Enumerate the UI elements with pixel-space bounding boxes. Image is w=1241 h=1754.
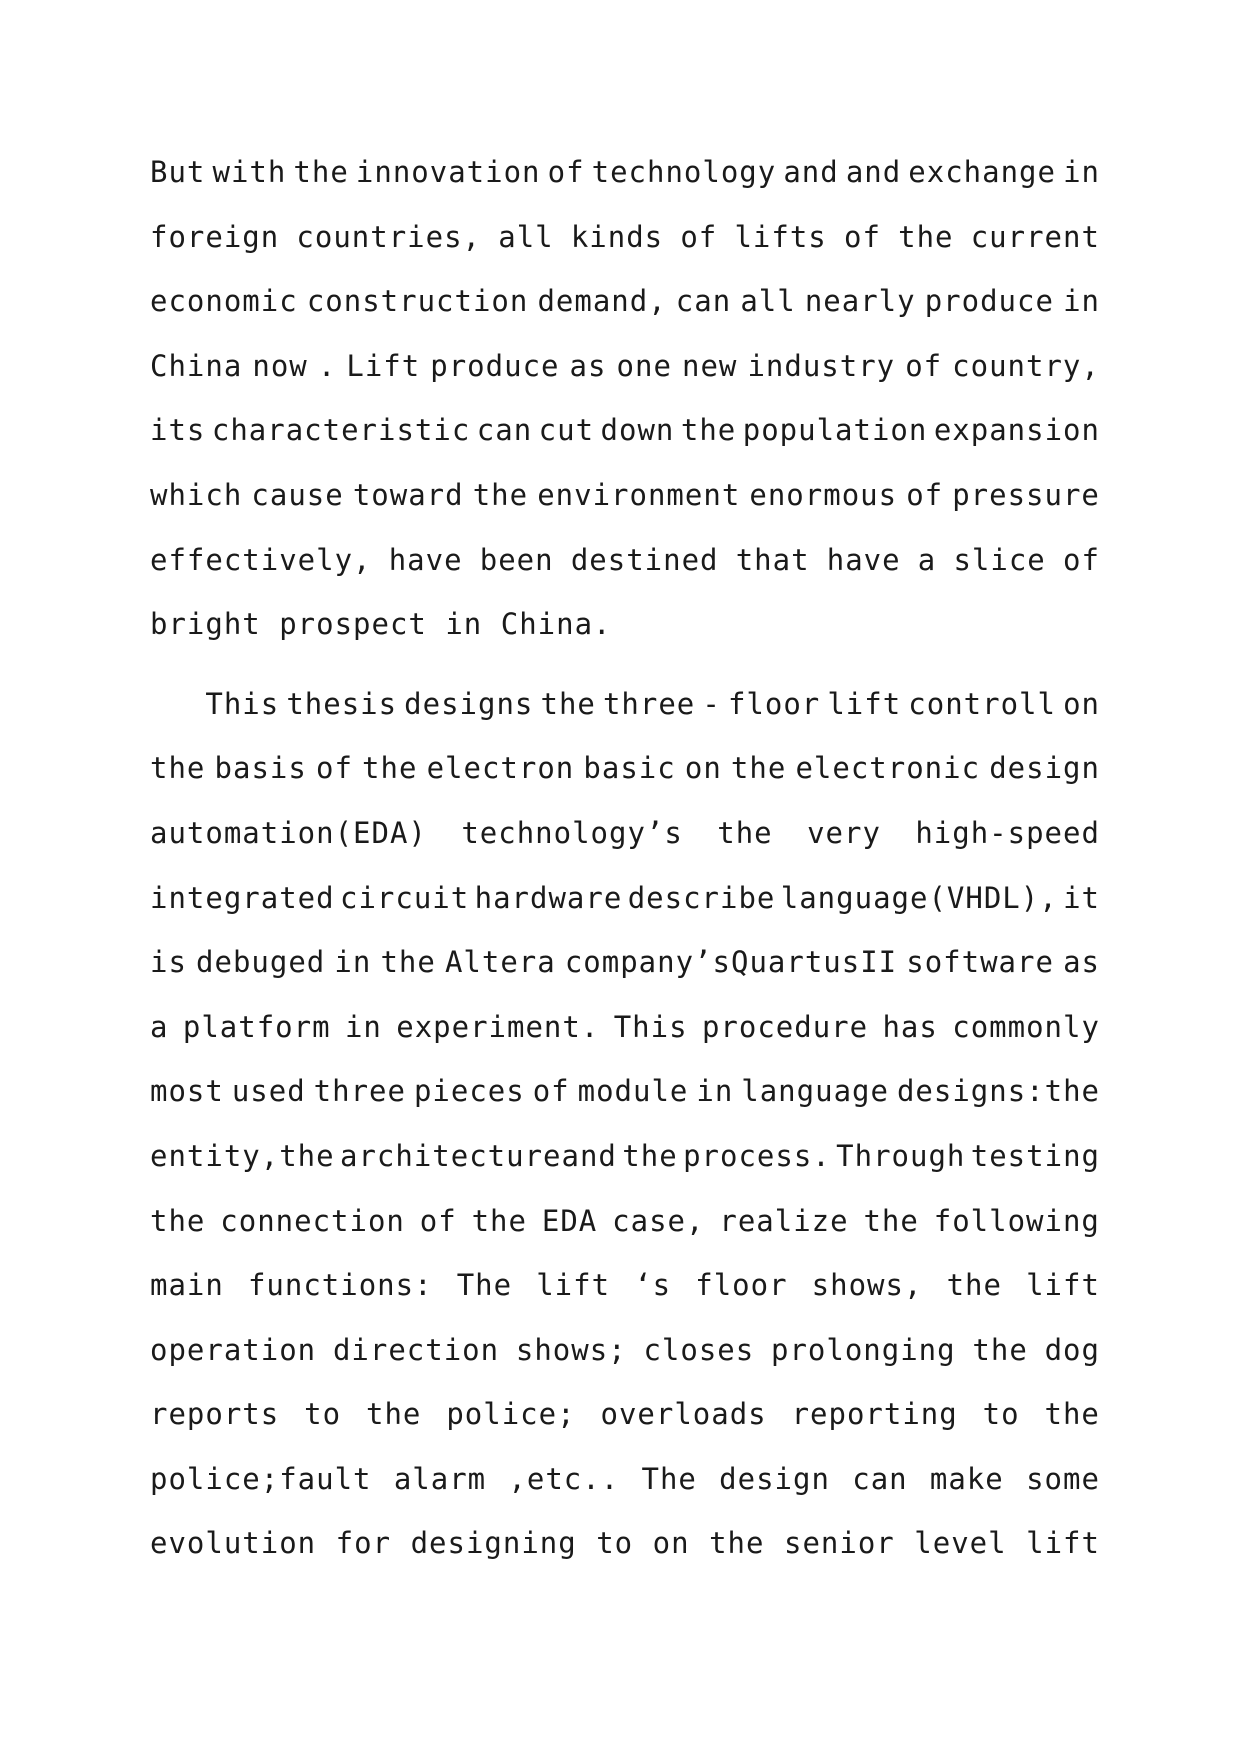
word: current [970,219,1100,254]
word: the [709,1526,765,1561]
text-line [150,751,1100,816]
word: software [906,945,1054,980]
word: basis [214,751,307,786]
word: the [863,1203,919,1238]
word: some [1026,1461,1100,1496]
word: in [696,1074,734,1109]
word: can [675,284,732,319]
word: designs:the [896,1074,1100,1109]
word: exchange [908,155,1056,189]
word: describe [627,880,776,915]
word: on [652,1526,690,1561]
text-line [150,1333,1100,1398]
word: down [600,413,675,448]
word: of [532,1074,570,1109]
word: the [471,1203,527,1238]
word: have [826,542,901,577]
word: reporting [791,1397,958,1432]
word: functions: [247,1268,433,1303]
word: case, [612,1203,705,1238]
word: all [740,284,796,319]
text-line [150,687,1100,752]
word: as [569,348,607,383]
word: the [366,1397,422,1432]
word: three [313,1074,406,1109]
word: the [472,477,529,512]
word: Altera [444,945,556,980]
word: architectureand [340,1138,617,1173]
word: the [150,751,206,786]
text-line [150,1139,1100,1204]
word: have [388,542,463,577]
word: senior [784,1526,895,1561]
text-line [150,478,1100,543]
word: can [852,1461,908,1496]
word: a [917,542,937,577]
word: integrated [150,880,335,915]
word: economic [150,284,298,319]
word: now [252,348,308,383]
word: pieces [413,1074,525,1109]
word: in [334,945,372,980]
word: design [989,751,1100,786]
text-line [150,1074,1100,1139]
text-line [150,155,1100,220]
word: China [150,348,243,383]
word: a [150,1009,169,1044]
word: and [783,155,839,189]
word: EDA [541,1203,598,1238]
word: in [1063,155,1100,189]
word: industry [747,348,896,383]
word: produce [924,284,1054,319]
word: on [684,751,722,786]
word: entity,the [150,1138,335,1173]
word: technology [591,155,777,189]
body-text [150,155,1100,1591]
word: automation(EDA) [150,815,427,850]
text-line [150,1397,1100,1462]
word: cause [251,477,344,512]
word: hardware [474,880,623,915]
word: This [613,1009,688,1044]
word: - [702,686,721,721]
text-line [150,1204,1100,1269]
word: platform [182,1009,331,1044]
word: . [317,348,337,383]
word: procedure [701,1009,869,1044]
word: as [1063,945,1100,980]
word: all [498,219,554,254]
word: it [1063,880,1100,915]
word: destined [570,542,719,577]
word: design [719,1461,830,1496]
word: effectively, [150,542,372,577]
word: level [914,1526,1007,1561]
word: following [933,1203,1100,1238]
word: realize [719,1203,849,1238]
word: of [680,219,718,254]
word: that [735,542,810,577]
word: for [335,1526,392,1561]
paragraph-spacer [150,672,1100,687]
word: debuged [196,945,326,980]
word: the [946,1268,1002,1303]
word: construction [306,284,529,319]
word: This [150,686,280,721]
word: of [905,348,943,383]
word: company’sQuartusII [564,945,898,980]
text-line [150,1268,1100,1333]
text-line [150,543,1100,608]
word: with [212,155,287,189]
word: dog [1044,1332,1100,1367]
word: three [602,686,696,721]
word: floor [695,1268,788,1303]
word: produce [430,348,560,383]
word: The [456,1268,513,1303]
text-line [150,284,1100,349]
word: country, [952,348,1100,383]
word: of [843,219,881,254]
word: language(VHDL), [780,880,1058,915]
word: testing [970,1138,1100,1173]
word: closes [643,1332,755,1367]
word: designing [410,1526,577,1561]
word: electron [426,751,575,786]
word: the [972,1332,1028,1367]
word: But [150,155,206,189]
word: direction [332,1332,500,1367]
word: The [641,1461,697,1496]
word: evolution [150,1526,317,1561]
word: ‘s [634,1268,672,1303]
text-line [150,413,1100,478]
text-line [150,816,1100,881]
word: lifts [734,219,827,254]
word: designs [404,686,534,721]
paragraph-1 [150,155,1100,672]
word: foreign [150,219,280,254]
word: been [479,542,554,577]
word: expansion [933,413,1100,448]
word: toward [352,477,464,512]
word: language [741,1074,889,1109]
word: to [304,1397,342,1432]
word: alarm [393,1461,487,1496]
word: the [293,155,349,189]
word: its [150,413,206,448]
text-line [150,220,1100,285]
word: the [730,751,787,786]
word: the [1044,1397,1100,1432]
text-line [150,1462,1100,1527]
word: the [150,1203,206,1238]
word: ,etc.. [508,1461,620,1496]
word: make [929,1461,1004,1496]
word: demand, [537,284,667,319]
word: circuit [340,880,470,915]
word: on [1063,686,1100,721]
word: of [1062,542,1100,577]
word: the [680,413,737,448]
word: is [150,945,187,980]
text-line [150,1010,1100,1075]
word: of [419,1203,457,1238]
word: characteristic [211,413,471,448]
word: high-speed [915,815,1100,850]
word: countries, [296,219,482,254]
word: shows, [811,1268,923,1303]
word: lift [1026,1268,1100,1303]
word: operation [150,1332,317,1367]
word: can [476,413,533,448]
word: commonly [952,1009,1100,1044]
word: and [845,155,902,189]
word: thesis [286,686,398,721]
word: floor [727,686,821,721]
word: the [622,1138,678,1173]
word: which [150,477,243,512]
text-line [150,1526,1100,1591]
word: one [616,348,672,383]
word: of [315,751,353,786]
word: the [717,815,773,850]
word: the [362,751,418,786]
word: lift [827,686,902,721]
word: connection [220,1203,405,1238]
word: innovation [355,155,541,189]
word: kinds [570,219,664,254]
word: the [898,219,954,254]
word: used [231,1074,306,1109]
word: controll [908,686,1056,721]
word: to [982,1397,1020,1432]
word: of [906,477,944,512]
word: police; [446,1397,576,1432]
word: the [380,945,436,980]
word: has [882,1009,938,1044]
paragraph-2 [150,687,1100,1591]
word: environment [537,477,741,512]
word: police;fault [150,1461,372,1496]
word: shows; [515,1332,627,1367]
word: most [150,1074,224,1109]
word: electronic [795,751,981,786]
word: basic [583,751,676,786]
text-line [150,881,1100,946]
word: process. [683,1138,831,1173]
word: in [1063,284,1100,319]
word: Through [836,1138,966,1173]
text-line: bright prospect in China. [150,607,612,642]
word: reports [150,1397,280,1432]
text-line [150,945,1100,1010]
word: main [150,1268,224,1303]
word: Lift [346,348,421,383]
word: the [540,686,596,721]
word: enormous [749,477,898,512]
word: slice [953,542,1046,577]
word: lift [1026,1526,1100,1561]
word: technology’s [461,815,683,850]
word: prolonging [771,1332,956,1367]
word: nearly [804,284,916,319]
word: very [807,815,881,850]
word: of [547,155,585,189]
word: cut [538,413,595,448]
text-line [150,349,1100,414]
word: population [742,413,928,448]
word: to [596,1526,634,1561]
word: overloads [600,1397,767,1432]
word: module [577,1074,689,1109]
word: lift [536,1268,611,1303]
word: in [344,1009,382,1044]
word: new [681,348,738,383]
word: experiment. [396,1009,600,1044]
word: pressure [952,477,1100,512]
